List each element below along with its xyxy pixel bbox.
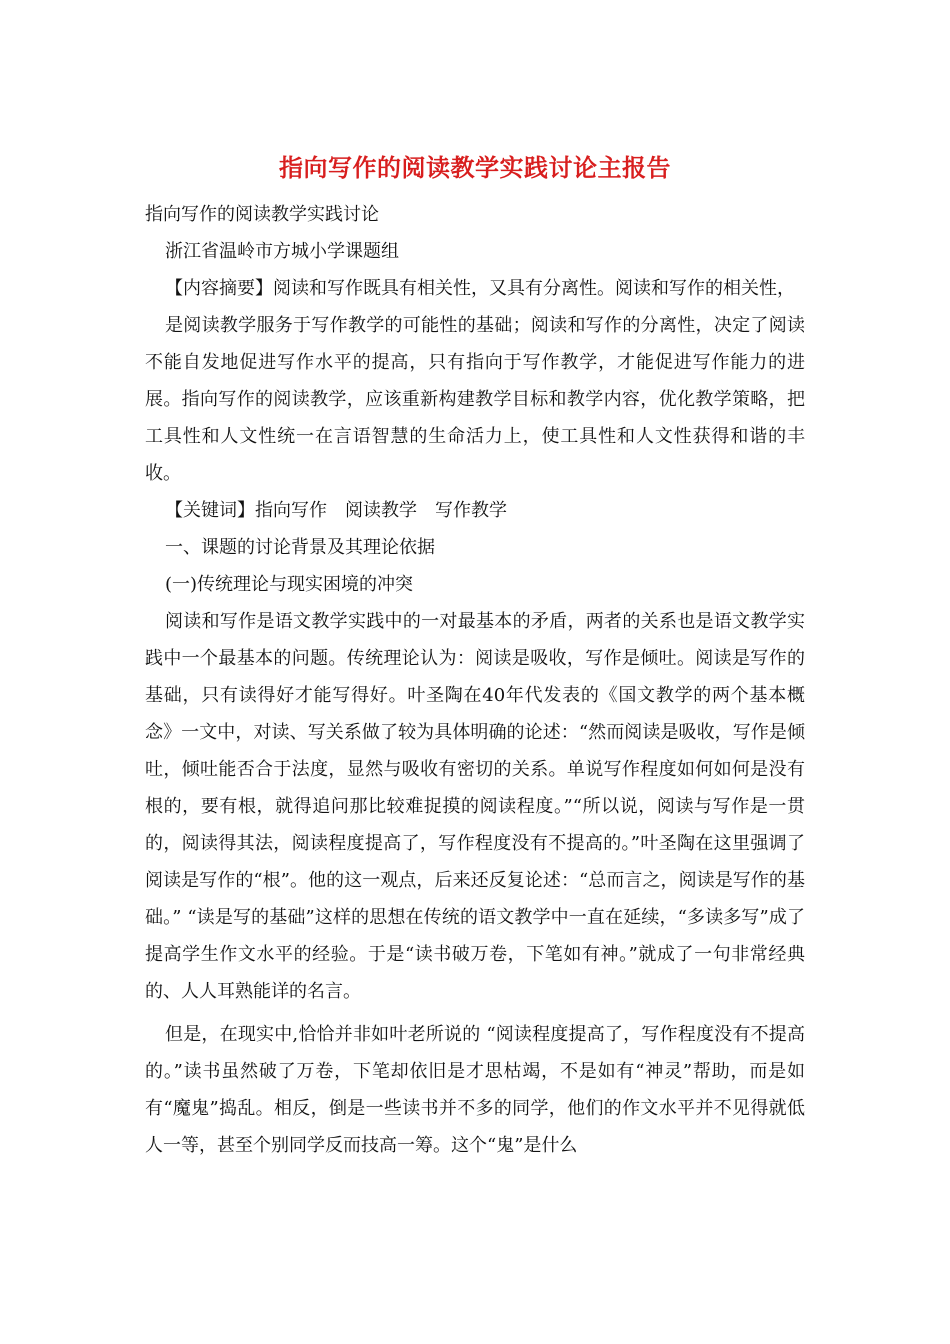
body-paragraph: 但是，在现实中,恰恰并非如叶老所说的 “阅读程度提高了，写作程度没有不提高的。”读书虽然破了万卷，下笔却依旧是才思枯竭，不是如有“神灵”帮助，而是如有“魔鬼”捣乱。相反，倒是一些读书并不多的同学，他们的作文水平并不见得就低人一等，甚至个别同学反而技高一筹。这个“鬼”是什么 bbox=[145, 1024, 805, 1156]
document-title: 指向写作的阅读教学实践讨论主报告 bbox=[279, 153, 671, 182]
keywords-paragraph: 【关键词】指向写作 阅读教学 写作教学 bbox=[165, 500, 507, 521]
section-heading-1: 一、课题的讨论背景及其理论依据 bbox=[165, 537, 435, 558]
subtitle-paragraph: 指向写作的阅读教学实践讨论 bbox=[145, 204, 379, 225]
abstract-continued-paragraph: 是阅读教学服务于写作教学的可能性的基础；阅读和写作的分离性，决定了阅读不能自发地促进写作水平的提高，只有指向于写作教学，才能促进写作能力的进展。指向写作的阅读教学，应该重新构建教学目标和教学内容，优化教学策略，把工具性和人文性统一在言语智慧的生命活力上，使工具性和人文性获得和谐的丰收。 bbox=[145, 315, 805, 484]
author-paragraph: 浙江省温岭市方城小学课题组 bbox=[165, 241, 399, 262]
body-paragraph: 阅读和写作是语文教学实践中的一对最基本的矛盾，两者的关系也是语文教学实践中一个最基本的问题。传统理论认为：阅读是吸收，写作是倾吐。阅读是写作的基础，只有读得好才能写得好。叶圣陶在40年代发表的《国文教学的两个基本概念》一文中，对读、写关系做了较为具体明确的论述：“然而阅读是吸收，写作是倾吐，倾吐能否合于法度，显然与吸收有密切的关系。单说写作程度如何如何是没有根的，要有根，就得追问那比较难捉摸的阅读程度。”“所以说，阅读与写作是一贯的，阅读得其法，阅读程度提高了，写作程度没有不提高的。”叶圣陶在这里强调了阅读是写作的“根”。他的这一观点，后来还反复论述：“总而言之，阅读是写作的基础。” “读是写的基础”这样的思想在传统的语文教学中一直在延续，“多读多写”成了提高学生作文水平的经验。于是“读书破万卷，下笔如有神。”就成了一句非常经典的、人人耳熟能详的名言。 bbox=[145, 611, 805, 1002]
document-page bbox=[145, 148, 805, 1164]
subsection-heading-1: (一)传统理论与现实困境的冲突 bbox=[165, 574, 414, 595]
abstract-paragraph: 【内容摘要】阅读和写作既具有相关性，又具有分离性。阅读和写作的相关性， bbox=[165, 278, 795, 299]
